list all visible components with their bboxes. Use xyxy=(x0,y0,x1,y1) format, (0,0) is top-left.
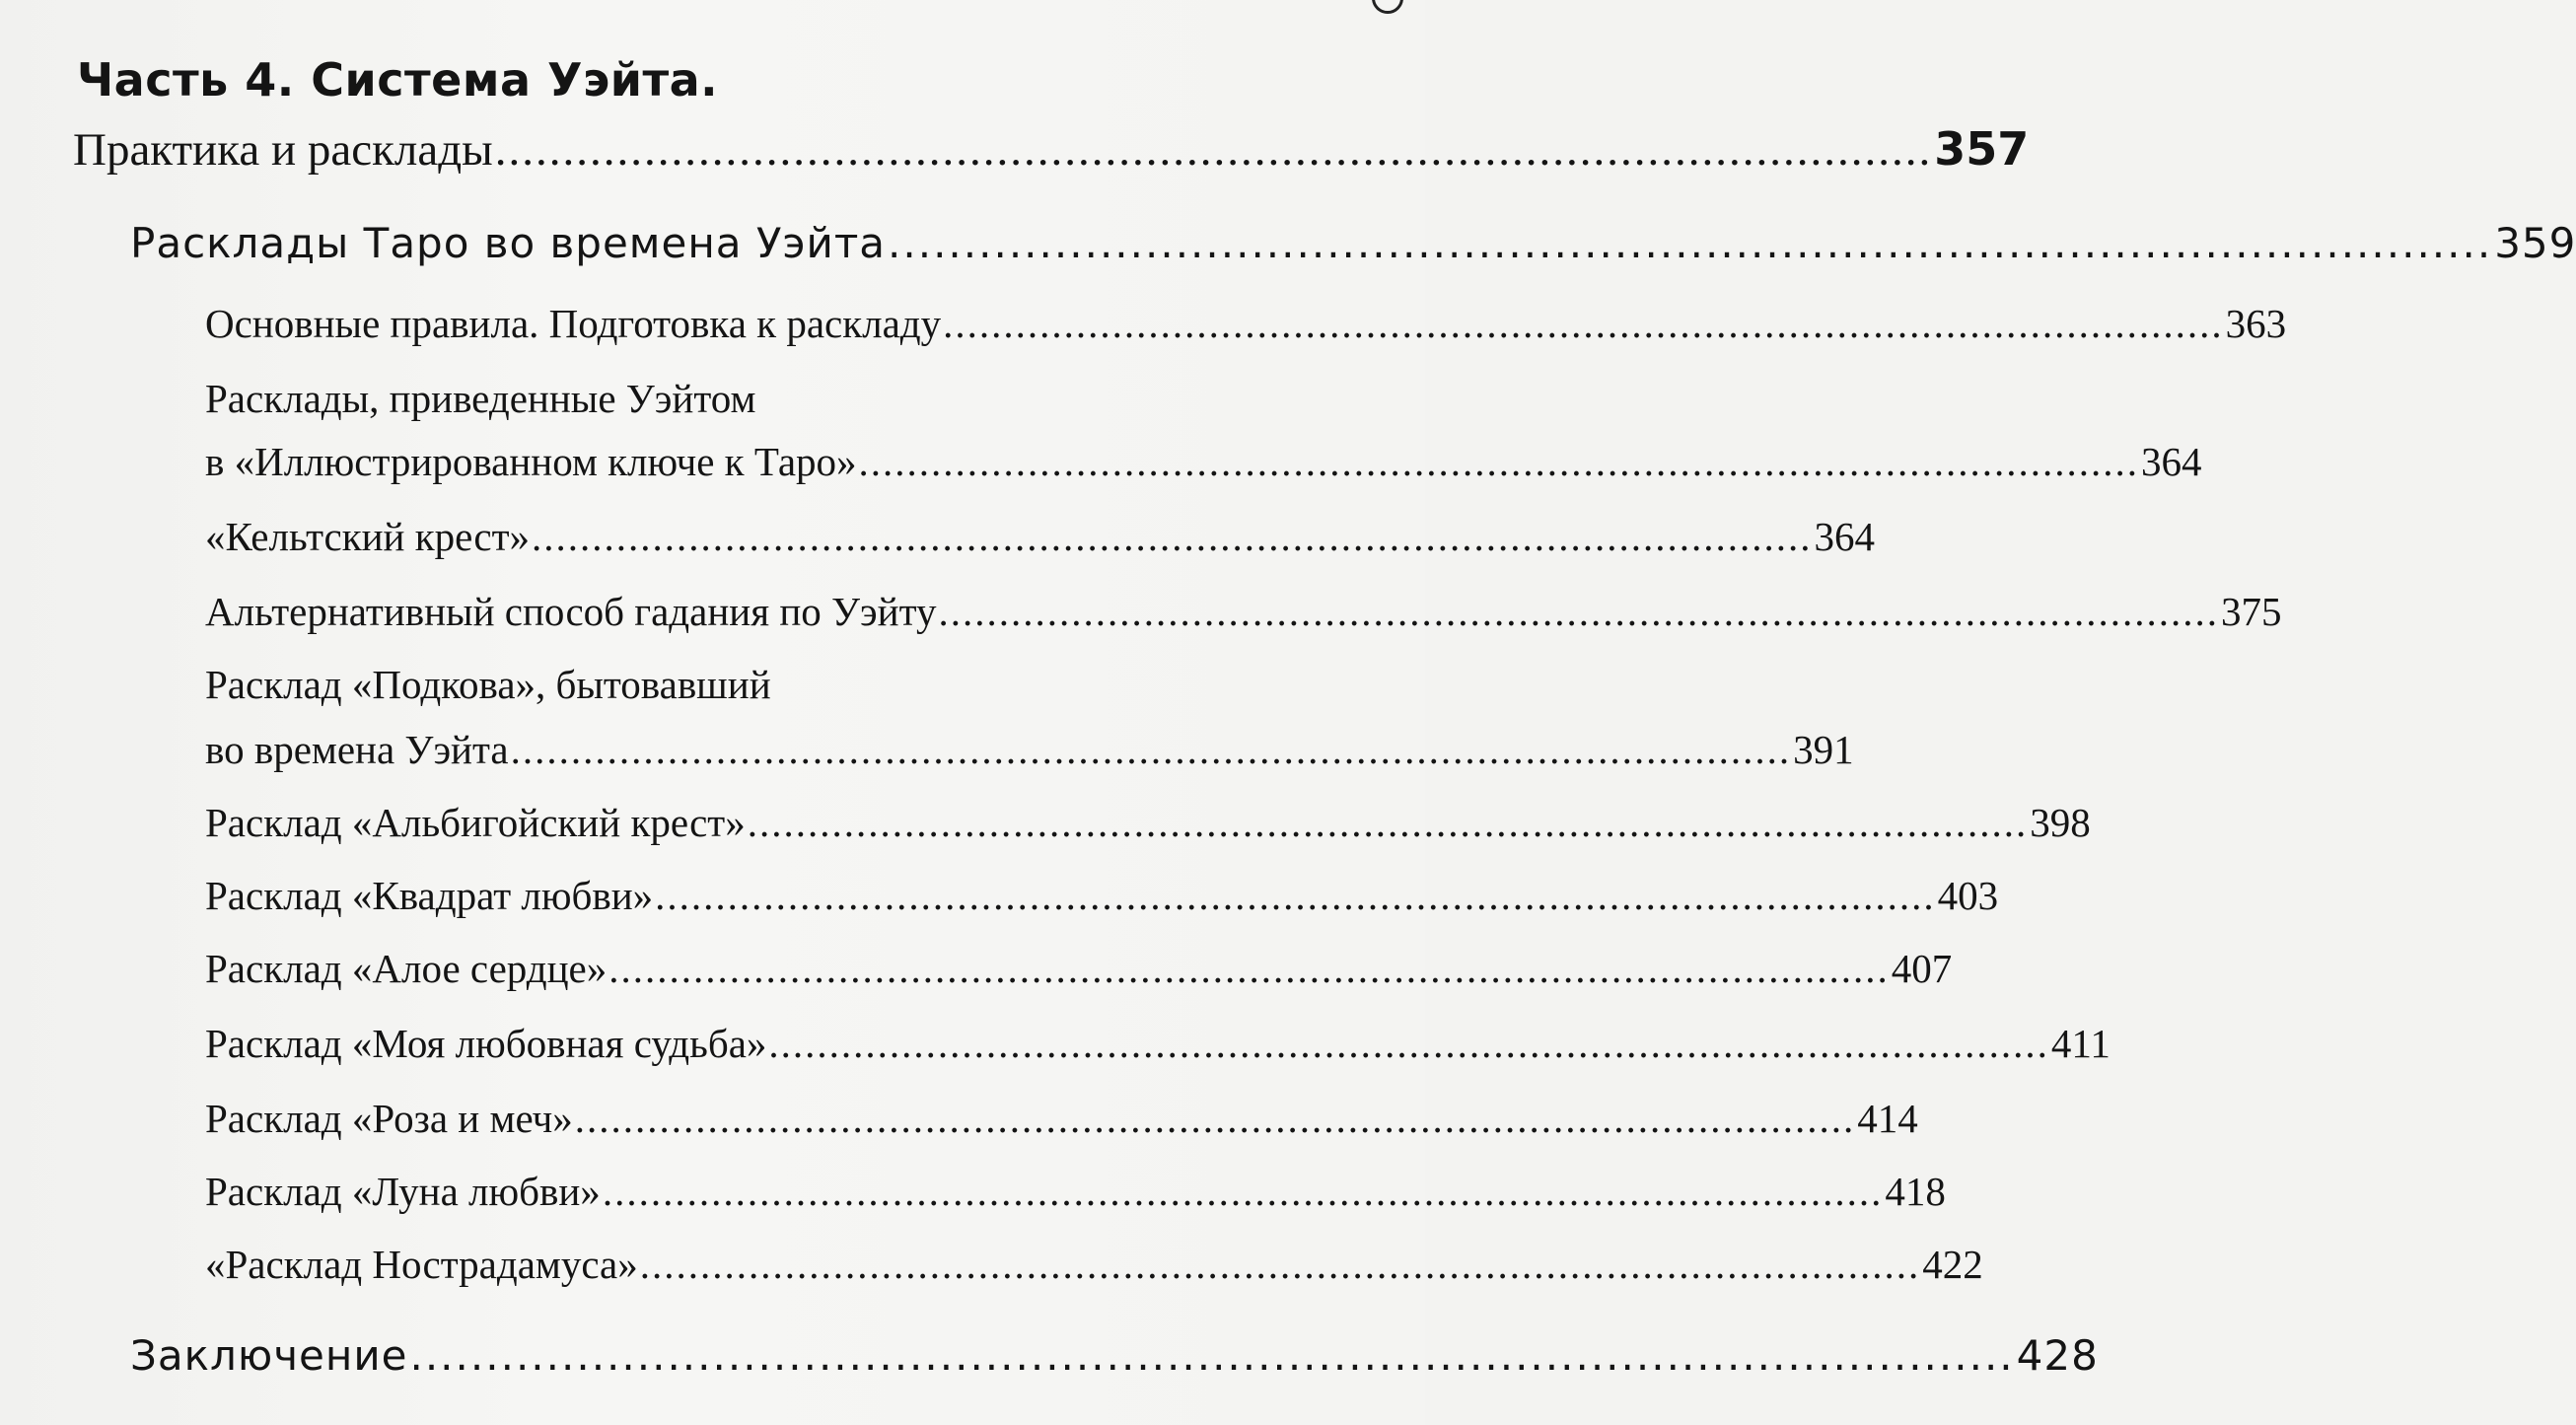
toc-leader-dots: .......................................................................................................... xyxy=(409,1331,2015,1380)
toc-section-page: 357 xyxy=(1934,122,2030,176)
toc-entry-row[interactable] xyxy=(205,1241,1983,1288)
toc-leader-dots: .......................................................................................................... xyxy=(602,1169,1884,1214)
toc-entry-page: 375 xyxy=(2220,589,2282,634)
toc-entry-row[interactable] xyxy=(205,300,2287,347)
toc-section-row[interactable] xyxy=(73,122,2030,177)
toc-entry-page: 363 xyxy=(2225,301,2287,346)
toc-entry-title-line1[interactable]: Расклады, приведенные Уэйтом xyxy=(205,376,756,421)
part-heading: Часть 4. Система Уэйта. xyxy=(77,53,719,107)
toc-entry-title: Расклад «Луна любви» xyxy=(205,1169,601,1214)
toc-leader-dots: .......................................................................................................... xyxy=(747,800,2029,845)
toc-entry-title: во времена Уэйта xyxy=(205,727,509,772)
toc-entry-title: «Расклад Нострадамуса» xyxy=(205,1242,638,1287)
toc-entry-row[interactable] xyxy=(205,799,2091,846)
toc-leader-dots: .......................................................................................................... xyxy=(858,439,2140,484)
toc-chapter-title: Расклады Таро во времена Уэйта xyxy=(130,219,887,267)
toc-chapter-page: 359 xyxy=(2494,219,2576,267)
toc-leader-dots: .......................................................................................................... xyxy=(655,873,1936,918)
toc-entry-page: 414 xyxy=(1857,1096,1918,1141)
toc-entry-title: Расклад «Роза и меч» xyxy=(205,1096,573,1141)
toc-entry-row[interactable] xyxy=(205,726,1854,773)
toc-entry-title: Расклад «Альбигойский крест» xyxy=(205,800,746,845)
toc-leader-dots: .......................................................................................................... xyxy=(938,589,2219,634)
toc-entry-page: 422 xyxy=(1922,1242,1983,1287)
toc-entry-page: 411 xyxy=(2050,1021,2111,1066)
toc-leader-dots: .......................................................................................................... xyxy=(510,727,1792,772)
toc-entry-row[interactable] xyxy=(205,588,2282,635)
toc-leader-dots: .......................................................................................................... xyxy=(608,946,1890,991)
toc-leader-dots: .......................................................................................................... xyxy=(639,1242,1921,1287)
toc-entry-row[interactable] xyxy=(205,872,1999,919)
toc-section-title: Практика и расклады xyxy=(73,124,493,176)
toc-entry-page: 407 xyxy=(1891,946,1953,991)
toc-conclusion-row[interactable] xyxy=(130,1331,2099,1380)
toc-entry-row[interactable] xyxy=(205,1095,1918,1142)
toc-conclusion-page: 428 xyxy=(2016,1331,2099,1380)
toc-leader-dots: .......................................................................................................... xyxy=(494,124,1933,176)
toc-entry-page: 403 xyxy=(1937,873,1999,918)
toc-entry-row[interactable] xyxy=(205,513,1876,560)
toc-entry-page: 364 xyxy=(2141,439,2202,484)
toc-entry-title: Расклад «Моя любовная судьба» xyxy=(205,1021,767,1066)
toc-entry-title: Основные правила. Подготовка к раскладу xyxy=(205,301,942,346)
toc-entry-row[interactable] xyxy=(205,1020,2111,1067)
toc-entry-row[interactable] xyxy=(205,438,2202,485)
toc-entry-title: Альтернативный способ гадания по Уэйту xyxy=(205,589,937,634)
toc-leader-dots: .......................................................................................................... xyxy=(768,1021,2049,1066)
toc-entry-page: 391 xyxy=(1793,727,1854,772)
toc-entry-title: «Кельтский крест» xyxy=(205,514,531,559)
toc-entry-row[interactable] xyxy=(205,1168,1946,1215)
toc-entry-page: 398 xyxy=(2030,800,2091,845)
toc-entry-row[interactable] xyxy=(205,945,1953,992)
toc-leader-dots: .......................................................................................................... xyxy=(574,1096,1856,1141)
toc-entry-title: Расклад «Квадрат любви» xyxy=(205,873,654,918)
toc-entry-page: 418 xyxy=(1885,1169,1946,1214)
toc-entry-title: Расклад «Алое сердце» xyxy=(205,946,608,991)
toc-entry-title: в «Иллюстрированном ключе к Таро» xyxy=(205,439,857,484)
toc-leader-dots: .......................................................................................................... xyxy=(532,514,1813,559)
toc-entry-page: 364 xyxy=(1814,514,1876,559)
toc-conclusion-title: Заключение xyxy=(130,1331,408,1380)
toc-chapter-row[interactable] xyxy=(130,219,2576,267)
toc-leader-dots: .......................................................................................................... xyxy=(888,219,2493,267)
toc-entry-title-line1[interactable]: Расклад «Подкова», бытовавший xyxy=(205,662,771,707)
toc-leader-dots: .......................................................................................................... xyxy=(943,301,2224,346)
